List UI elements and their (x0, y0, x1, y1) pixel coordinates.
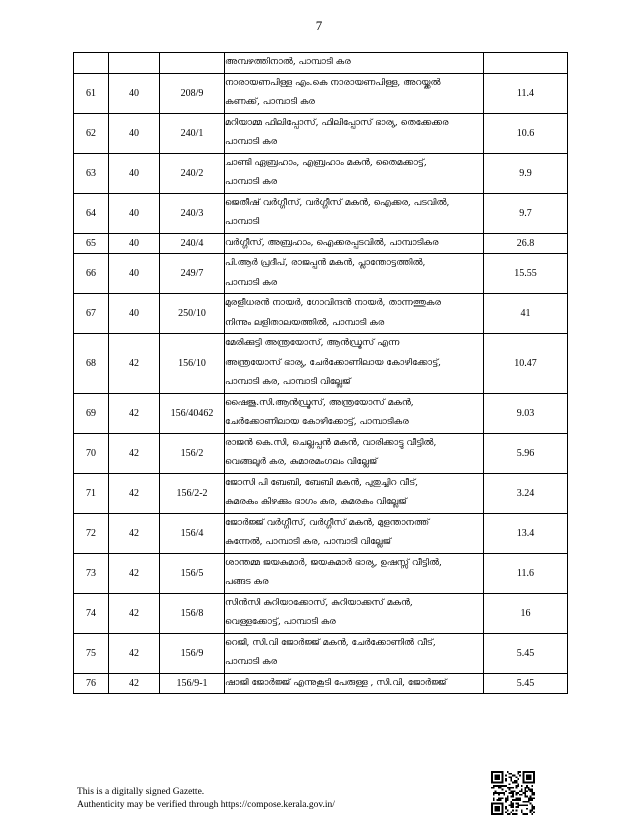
owner-line: വർഗ്ഗീസ്, അബ്രഹാം, ഐക്കരപ്പടവിൽ, പാമ്പാടികര (225, 237, 439, 248)
serial-number-cell: 74 (74, 593, 109, 633)
owner-details-cell (225, 254, 484, 294)
owner-line: പാമ്പാടി കര (225, 137, 278, 147)
owner-line: ജെതീഷ് വർഗ്ഗീസ്, വർഗ്ഗീസ് മകൻ, ഐക്കര, പടവിൽ, (225, 197, 450, 208)
table-row (74, 73, 568, 113)
block-number-cell: 40 (109, 193, 160, 233)
owner-line: മേരിക്കുട്ടി അന്ത്രയോസ്, ആൻഡ്രൂസ് എന്ന (225, 338, 400, 348)
table-row (74, 153, 568, 193)
area-cell: 26.8 (484, 233, 568, 254)
owner-line: മറിയാമ്മ ഫിലിപ്പോസ്, ഫിലിപ്പോസ് ഭാര്യ, തെക്കേക്കര (225, 117, 449, 128)
serial-number-cell: 66 (74, 254, 109, 294)
area-cell: 5.45 (484, 633, 568, 673)
survey-number-cell: 250/10 (160, 294, 225, 334)
owner-line: മുരളീധരൻ നായർ, ഗോവിന്ദൻ നായർ, താന്നത്തുകര (225, 298, 441, 308)
owner-line: പങ്ങട കര (225, 577, 269, 587)
table-row (74, 193, 568, 233)
owner-line: ജോർജ്ജ് വർഗ്ഗീസ്, വർഗ്ഗീസ് മകൻ, മുളന്താനത്ത് (225, 517, 430, 528)
owner-details-cell (225, 673, 484, 694)
survey-number-cell: 240/4 (160, 233, 225, 254)
serial-number-cell: 63 (74, 153, 109, 193)
qr-code-icon (491, 771, 535, 815)
survey-number-cell: 156/9 (160, 633, 225, 673)
owner-line: കുമരകം കിഴക്കും ഭാഗം കര, കുമരകം വില്ലേജ് (225, 497, 407, 507)
area-cell: 5.96 (484, 433, 568, 473)
area-cell: 10.47 (484, 334, 568, 394)
block-number-cell: 42 (109, 393, 160, 433)
serial-number-cell: 75 (74, 633, 109, 673)
serial-number-cell (74, 53, 109, 74)
table-row (74, 294, 568, 334)
block-number-cell: 40 (109, 73, 160, 113)
serial-number-cell: 61 (74, 73, 109, 113)
owner-line: സിൻസി കുറിയാക്കോസ്, കുറിയാക്കസ് മകൻ, (225, 597, 413, 608)
block-number-cell: 40 (109, 233, 160, 254)
owner-details-cell (225, 294, 484, 334)
owner-line: പാമ്പാടി കര (225, 277, 278, 288)
owner-details-cell (225, 473, 484, 513)
owner-line: പാമ്പാടി കര, പാമ്പാടി വില്ലേജ് (225, 377, 351, 387)
block-number-cell: 42 (109, 334, 160, 394)
block-number-cell: 40 (109, 153, 160, 193)
table-row (74, 673, 568, 694)
owner-details-cell (225, 553, 484, 593)
owner-line: ജോസി പി ബേബി, ബേബി മകൻ, പുതുച്ചിറ വീട്, (225, 477, 419, 488)
serial-number-cell: 72 (74, 513, 109, 553)
serial-number-cell: 68 (74, 334, 109, 394)
owner-line: റെജി, സി.വി ജോർജ്ജ് മകൻ, ചേർക്കോണിൽ വീട്, (225, 637, 436, 648)
table-row (74, 433, 568, 473)
block-number-cell: 42 (109, 553, 160, 593)
survey-number-cell: 156/4 (160, 513, 225, 553)
block-number-cell: 40 (109, 113, 160, 153)
owner-line: ചേർക്കോണിലായ കോഴിക്കോട്ട്, പാമ്പാടികര (225, 417, 409, 427)
owner-line: ഷാജി ജോർജ്ജ് എന്നുകൂടി പേരുള്ള , സി.വി, ജോർജ്ജ് (225, 677, 447, 688)
owner-line: നാരായണപിള്ള എം.കെ നാരായണപിള്ള, അറയ്ക്കൽ (225, 77, 441, 88)
block-number-cell (109, 53, 160, 74)
survey-number-cell (160, 53, 225, 74)
owner-details-cell (225, 193, 484, 233)
owner-line: രാജൻ കെ.സി, ചെല്ലപ്പൻ മകൻ, വാരിക്കാട്ടു വീട്ടിൽ, (225, 437, 437, 448)
owner-details-cell (225, 513, 484, 553)
owner-line: കുന്നേൽ, പാമ്പാടി കര, പാമ്പാടി വില്ലേജ് (225, 537, 391, 547)
serial-number-cell: 70 (74, 433, 109, 473)
block-number-cell: 42 (109, 513, 160, 553)
owner-details-cell (225, 233, 484, 254)
footer-verify-note: Authenticity may be verified through https://compose.kerala.gov.in/ (77, 800, 335, 810)
owner-details-cell (225, 113, 484, 153)
table-row (74, 513, 568, 553)
table-row (74, 53, 568, 74)
owner-line: ഷൈജു.സി.ആൻഡ്രൂസ്, അന്ത്രയോസ് മകൻ, (225, 397, 414, 408)
serial-number-cell: 73 (74, 553, 109, 593)
area-cell: 9.03 (484, 393, 568, 433)
owner-line: കണക്ക്, പാമ്പാടി കര (225, 97, 315, 107)
serial-number-cell: 76 (74, 673, 109, 694)
block-number-cell: 42 (109, 633, 160, 673)
serial-number-cell: 69 (74, 393, 109, 433)
survey-number-cell: 156/10 (160, 334, 225, 394)
table-row (74, 254, 568, 294)
owner-details-cell (225, 433, 484, 473)
survey-number-cell: 240/3 (160, 193, 225, 233)
owner-details-cell (225, 73, 484, 113)
page-number: 7 (315, 18, 323, 33)
owner-details-cell (225, 593, 484, 633)
area-cell: 15.55 (484, 254, 568, 294)
owner-details-cell (225, 393, 484, 433)
owner-line: അമ്പഴത്തിനാൽ, പാമ്പാടി കര (225, 57, 351, 67)
owner-line: നിന്നും ലളിതാലയത്തിൽ, പാമ്പാടി കര (225, 317, 385, 328)
area-cell: 5.45 (484, 673, 568, 694)
owner-details-cell (225, 633, 484, 673)
table-row (74, 393, 568, 433)
serial-number-cell: 62 (74, 113, 109, 153)
survey-number-cell: 156/2-2 (160, 473, 225, 513)
block-number-cell: 42 (109, 673, 160, 694)
area-cell (484, 53, 568, 74)
table-row (74, 553, 568, 593)
table-row (74, 473, 568, 513)
owner-line: പി.ആർ പ്രദീപ്, രാജപ്പൻ മകൻ, പ്ലാന്തോട്ടത്തിൽ, (225, 258, 426, 268)
area-cell: 13.4 (484, 513, 568, 553)
land-schedule-table (73, 52, 568, 694)
owner-line: വെള്ളക്കോട്ട്, പാമ്പാടി കര (225, 617, 336, 627)
owner-details-cell (225, 334, 484, 394)
block-number-cell: 40 (109, 294, 160, 334)
owner-line: പാമ്പാടി കര (225, 177, 278, 187)
survey-number-cell: 156/5 (160, 553, 225, 593)
area-cell: 41 (484, 294, 568, 334)
area-cell: 10.6 (484, 113, 568, 153)
owner-line: വെങ്ങലൂർ കര, കുമാരമംഗലം വില്ലേജ് (225, 457, 378, 467)
table-row (74, 593, 568, 633)
block-number-cell: 42 (109, 593, 160, 633)
survey-number-cell: 156/8 (160, 593, 225, 633)
table-row (74, 113, 568, 153)
survey-number-cell: 240/2 (160, 153, 225, 193)
survey-number-cell: 156/9-1 (160, 673, 225, 694)
area-cell: 3.24 (484, 473, 568, 513)
owner-details-cell (225, 53, 484, 74)
area-cell: 9.7 (484, 193, 568, 233)
survey-number-cell: 156/2 (160, 433, 225, 473)
area-cell: 9.9 (484, 153, 568, 193)
owner-line: പാമ്പാടി (225, 217, 260, 227)
owner-line: ചാണ്ടി ഏബ്രഹാം, എബ്രഹാം മകൻ, തൈമക്കാട്ട്, (225, 157, 427, 168)
area-cell: 16 (484, 593, 568, 633)
footer-signed-note: This is a digitally signed Gazette. (77, 787, 205, 797)
table-row (74, 633, 568, 673)
survey-number-cell: 208/9 (160, 73, 225, 113)
block-number-cell: 40 (109, 254, 160, 294)
table-row (74, 334, 568, 394)
serial-number-cell: 71 (74, 473, 109, 513)
survey-number-cell: 156/40462 (160, 393, 225, 433)
footer (77, 786, 335, 812)
serial-number-cell: 67 (74, 294, 109, 334)
owner-details-cell (225, 153, 484, 193)
survey-number-cell: 240/1 (160, 113, 225, 153)
block-number-cell: 42 (109, 473, 160, 513)
owner-line: പാമ്പാടി കര (225, 657, 278, 667)
table-row (74, 233, 568, 254)
survey-number-cell: 249/7 (160, 254, 225, 294)
block-number-cell: 42 (109, 433, 160, 473)
area-cell: 11.6 (484, 553, 568, 593)
area-cell: 11.4 (484, 73, 568, 113)
owner-line: ശാന്തമ്മ ജയകുമാർ, ജയകുമാർ ഭാര്യ, ഉഷസ്സ് വീട്ടിൽ, (225, 557, 442, 568)
owner-line: അന്ത്രയോസ് ഭാര്യ, ചേർക്കോണിലായ കോഴിക്കോട്ട്, (225, 357, 442, 368)
serial-number-cell: 65 (74, 233, 109, 254)
serial-number-cell: 64 (74, 193, 109, 233)
